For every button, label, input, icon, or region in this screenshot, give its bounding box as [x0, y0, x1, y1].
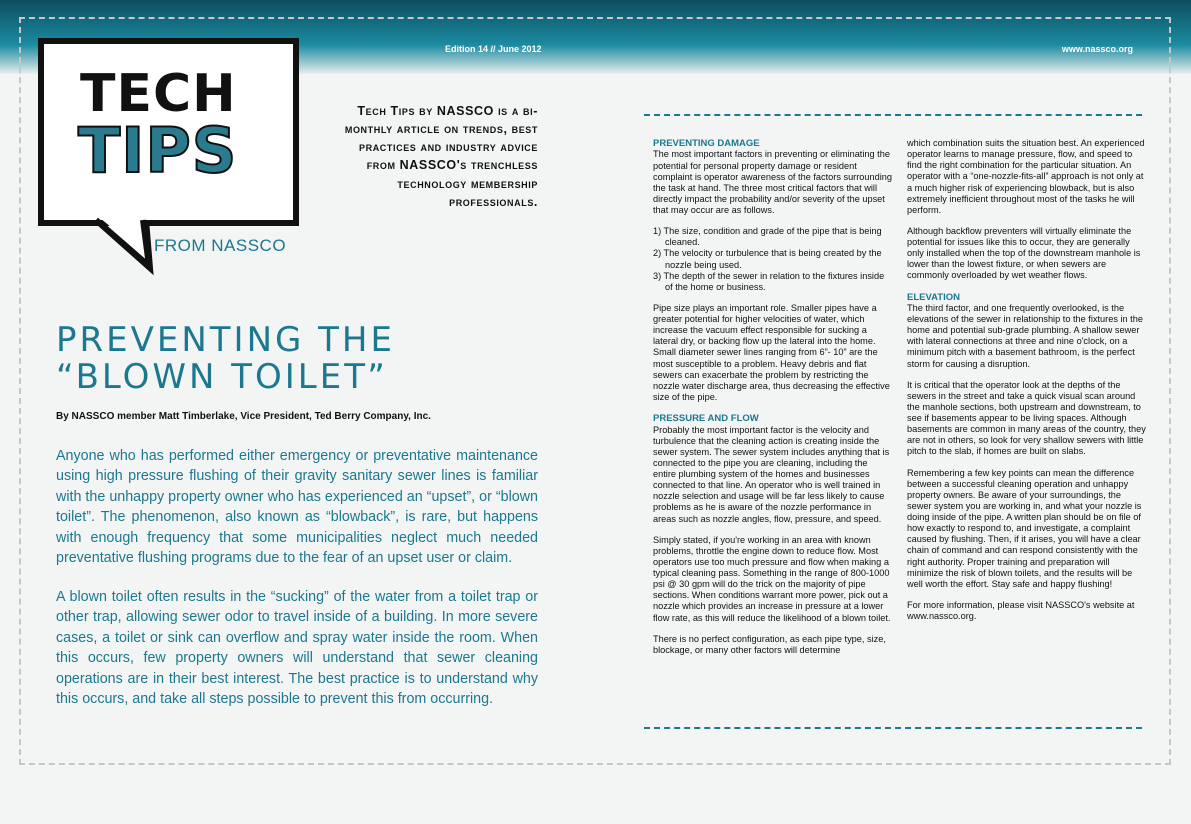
title-line-2: “BLOWN TOILET” — [56, 357, 388, 398]
lead-paragraph: Anyone who has performed either emergency or preventative maintenance using high pressure flushing of their gravity sanitary sewer lines is familiar with the unhappy property owner who has experienced an “upset”, or “blown toilet”. The phenomenon, also known as “blowback”, is rare, but happens with enough frequency that some municipalities neglect much needed preventative flushing programs due to the fear of an upset user or claim. — [56, 448, 538, 567]
paragraph: Simply stated, if you're working in an area with known problems, throttle the engine down to reduce flow. Most operators use too much pressure and flow when making a typical cleaning pass. Something in the range of 800-1000 psi @ 30 gpm will do the trick on the majority of pipe sections. When conditions warrant more power, pick out a nozzle which provides an increase in pressure at a lower flow rate, as this will reduce the likelihood of a blown toilet. — [653, 534, 891, 623]
logo-tips-text: TIPS — [78, 114, 238, 187]
paragraph: Pipe size plays an important role. Smaller pipes have a greater potential for higher velocities of water, which increase the vacuum effect responsible for sucking a lateral dry, or backing flow up the lateral into the home. Small diameter sewer lines ranging from 6”- 10” are the most susceptible to a problem. Heavy debris and flat sewers can exacerbate the problem by restricting the nozzle water discharge area, thus decreasing the effective size of the pipe. — [653, 302, 890, 402]
lead-paragraph: A blown toilet often results in the “sucking” of the water from a toilet trap or other trap, allowing sewer odor to travel inside of a building. In more severe cases, a toilet or sink can overflow and spray water inside the room. When this occurs, few property owners will understand that sewer cleaning operations are in their best interest. The best practice is to understand why this occurs, and take all steps possible to prevent this from occurring. — [56, 589, 538, 708]
title-line-1: PREVENTING THE — [56, 320, 395, 360]
edition-label: Edition 14 // June 2012 — [445, 44, 542, 54]
factor-list — [653, 226, 893, 293]
list-item: 2) The velocity or turbulence that is being created by the nozzle being used. — [653, 248, 882, 270]
paragraph: Remembering a few key points can mean the difference between a successful cleaning operation and unhappy property owners. Be aware of your surroundings, the sewer system you are working in, and what your nozzle is doing inside of the pipe. A written plan should be on file of how exactly to respond to, and investigate, a complaint caused by flushing. Then, if it arises, you will have a clear chain of command and can respond consistently with the right authority. Proper training and preparation will minimize the risk of blown toilets, and the results will be well worth the effort. Stay safe and happy flushing! — [907, 467, 1142, 589]
list-item: 3) The depth of the sewer in relation to the fixtures inside of the home or business. — [653, 270, 885, 292]
dashed-divider-bottom — [644, 727, 1142, 729]
logo-tech-text: TECH — [80, 64, 237, 124]
paragraph: For more information, please visit NASSCO's website at www.nassco.org. — [907, 599, 1135, 622]
paragraph: Although backflow preventers will virtually eliminate the potential for issues like this to occur, they are generally only installed when the top of the downstream manhole is lower than the lowest fixture, or when sewers are commonly overloaded by wet weather flows. — [907, 225, 1141, 281]
paragraph: Probably the most important factor is the velocity and turbulence that the cleaning action is creating inside the sewer system. The sewer system includes anything that is connected to the pipe you are cleaning, including the entire plumbing system of the homes and businesses connected to that line. An operator who is well trained in nozzle selection and usage will be far less likely to cause problems as he is aware of the nozzle performance in areas such as nozzle angles, flow, pressure, and speed. — [653, 424, 890, 524]
byline: By NASSCO member Matt Timberlake, Vice President, Ted Berry Company, Inc. — [56, 411, 431, 422]
column-right — [907, 138, 1147, 632]
paragraph: which combination suits the situation best. An experienced operator learns to manage pressure, flow, and speed to find the right combination for the particular situation. An operator with a “one-nozzle-fits-all” approach is not only at a much higher risk of experiencing blowback, but is also extremely inefficient throughout most of the tasks he will perform. — [907, 138, 1145, 215]
website-link[interactable]: www.nassco.org — [1061, 44, 1133, 54]
intro-blurb: Tech Tips by NASSCO is a bi-monthly article on trends, best practices and industry advice from NASSCO's trenchless technology membership professionals. — [344, 104, 538, 209]
column-left — [653, 138, 893, 666]
section-heading: PRESSURE AND FLOW — [653, 413, 759, 425]
section-heading: ELEVATION — [907, 291, 960, 303]
article-title — [56, 322, 395, 397]
paragraph: There is no perfect configuration, as each pipe type, size, blockage, or many other factors will determine — [653, 633, 886, 655]
paragraph: It is critical that the operator look at the depths of the sewers in the street and take a quick visual scan around the manhole sections, both upstream and downstream, to see if basements appear to be living spaces. Although basements are common in many areas of the country, they are not in others, so look for very shallow sewers with little pitch to the slab, if homes are built on slabs. — [907, 379, 1146, 457]
logo-from-nassco: FROM NASSCO — [154, 236, 287, 255]
paragraph: The third factor, and one frequently overlooked, is the elevations of the sewer in relationship to the fixtures in the home and potential sub-grade plumbing. A shallow sewer with lateral connections at three and nine o'clock, on a minimum pitch with a basement bathroom, is the perfect storm for causing a disruption. — [907, 302, 1143, 369]
dashed-divider-top — [644, 114, 1142, 116]
section-heading: PREVENTING DAMAGE — [653, 138, 760, 149]
paragraph: The most important factors in preventing or eliminating the potential for personal property damage or resident complaint is operator awareness of the factors surrounding the task at hand. The three most critical factors that will directly impact the probability and/or severity of the upset that may occur are as follows. — [653, 149, 893, 216]
list-item: 1) The size, condition and grade of the pipe that is being cleaned. — [653, 226, 882, 248]
